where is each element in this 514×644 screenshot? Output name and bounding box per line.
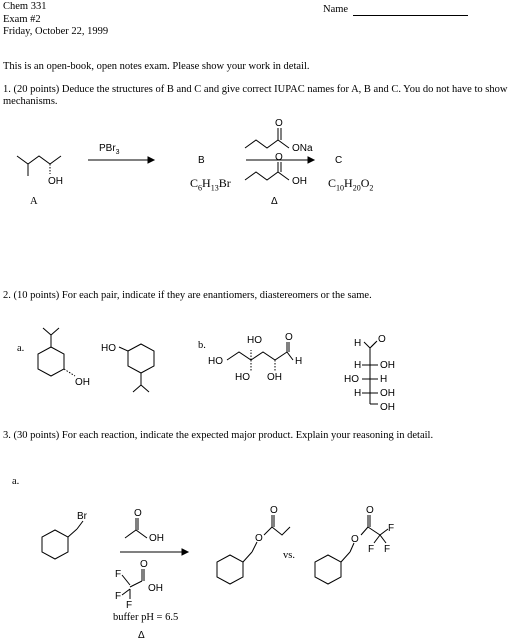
benzyl-bromide-structure [35,511,95,575]
q2a-molecule-2 [95,335,175,405]
ester1-o-carbonyl: O [270,505,278,516]
propanoic-oh: OH [149,533,164,544]
q2b-zig-ho-3: HO [235,372,250,383]
instructions: This is an open-book, open notes exam. Please show your work in detail. [3,61,310,72]
ester2-o-carbonyl: O [366,505,374,516]
butanoic-o: O [275,152,283,163]
buffer-condition: buffer pH = 6.5 [113,612,179,623]
compound-b-label: B [198,155,205,166]
formula-b: $C_6H_{13}Br$ [190,176,231,193]
q2-text: 2. (10 points) For each pair, indicate if they are enantiomers, diastereomers or the same. [3,290,372,301]
q2b-zig-ho-2: HO [247,335,262,346]
q3-part-a-label: a. [12,476,20,487]
tfa-f-1: F [115,569,122,580]
benzyl-trifluoroacetate-structure [308,505,398,585]
q2a-mol1-oh: OH [75,377,90,388]
butanoic-acid-structure [240,152,330,195]
q2b-fischer-projection [340,330,430,420]
delta-heat-1: Δ [271,196,278,207]
delta-heat-2: Δ [138,630,145,641]
q2b-zig-ho-1: HO [208,356,223,367]
molecule-a-label: A [30,196,38,207]
reagent-pbr3: PBr$_3$ [99,143,120,156]
molecule-a-structure [0,140,90,210]
fischer-oh-5: OH [380,402,395,413]
reaction-arrow-1 [88,155,158,165]
exam-date: Friday, October 22, 1999 [3,26,109,37]
fischer-oh-2: OH [380,360,395,371]
sodium-butanoate-structure [240,118,330,158]
butanoate-o: O [275,118,283,129]
tfa-oh: OH [148,583,163,594]
ester2-f-1: F [388,523,395,534]
trifluoroacetic-acid-structure [110,559,190,611]
q2a-mol2-ho: HO [101,343,116,354]
q2a-molecule-1 [25,325,105,395]
q1-text: 1. (20 points) Deduce the structures of B and C and give correct IUPAC names for A, B and C. You do not have to show mechanisms. [3,84,508,107]
q2b-zig-oh: OH [267,372,282,383]
compound-c-label: C [335,155,343,166]
propanoic-acid-structure [122,510,192,550]
course-title: Chem 331 [3,1,47,12]
fischer-h: H [354,338,362,349]
fischer-o: O [378,334,386,345]
benzyl-br: Br [77,511,87,522]
q2-part-a-label: a. [17,343,25,354]
butanoate-ona: ONa [292,143,313,154]
formula-c: $C_{10}H_{20}O_2$ [328,176,374,193]
name-blank-line [353,15,468,16]
q2b-zig-o: O [285,332,293,343]
fischer-h-3: H [380,374,388,385]
name-label: Name [323,4,349,15]
exam-number: Exam #2 [3,14,41,25]
q3-text: 3. (30 points) For each reaction, indicate the expected major product. Explain your reasoning in detail. [3,430,434,441]
ester2-f-2: F [384,544,391,555]
vs-label: vs. [283,550,295,561]
ester2-f-3: F [368,544,375,555]
q2b-zig-h: H [295,356,303,367]
fischer-h-2: H [354,360,362,371]
tfa-f-2: F [115,591,122,602]
reaction-arrow-3 [120,547,195,557]
ester1-o-bridge: O [255,533,263,544]
fischer-oh-4: OH [380,388,395,399]
propanoic-o: O [134,508,142,519]
ester2-o-bridge: O [351,534,359,545]
q2-part-b-label: b. [198,340,206,351]
butanoic-oh: OH [292,176,307,187]
benzyl-propanoate-structure [210,505,290,585]
tfa-o: O [140,559,148,570]
q2b-zigzag-sugar [205,330,315,390]
fischer-ho-3: HO [344,374,359,385]
molecule-a-oh: OH [48,176,63,187]
fischer-h-4: H [354,388,362,399]
tfa-f-3: F [126,600,133,611]
